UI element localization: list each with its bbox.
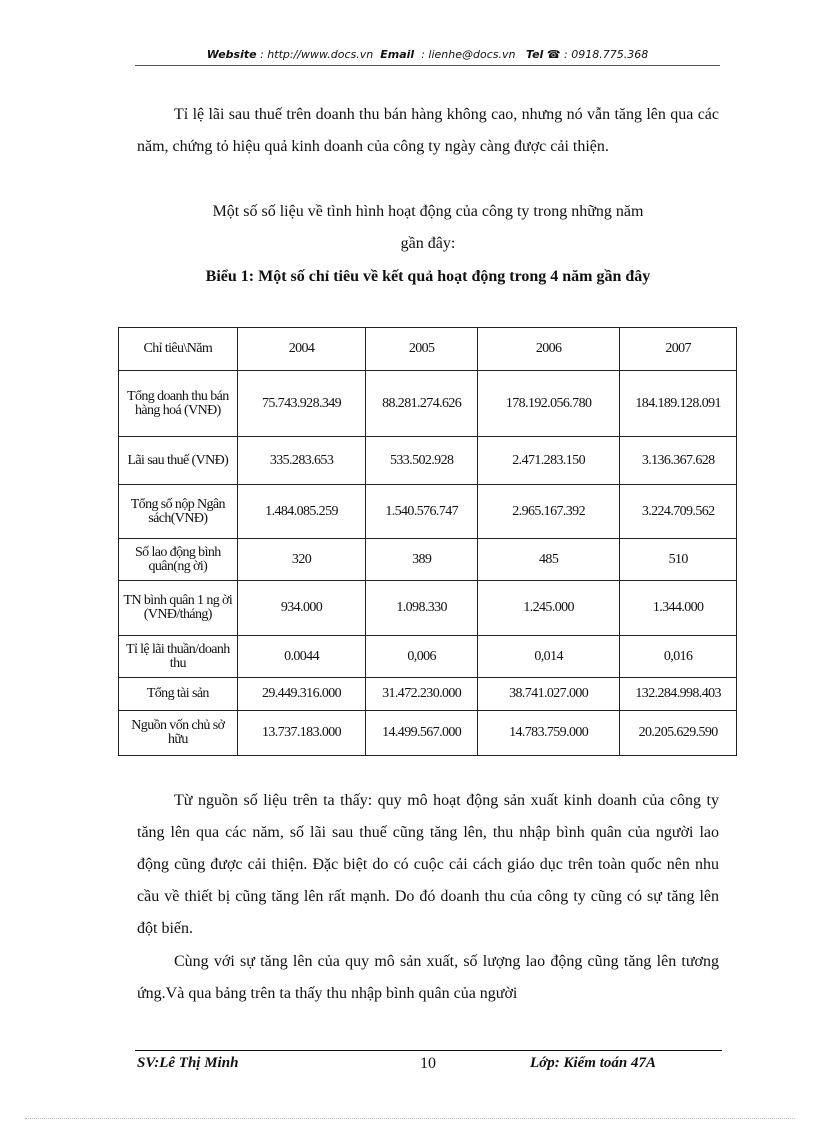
tel-label: Tel — [525, 48, 544, 61]
table-cell: 3.136.367.628 — [620, 437, 737, 485]
paragraph-1: Tỉ lệ lãi sau thuế trên doanh thu bán hàng không cao, nhưng nó vẫn tăng lên qua các năm, chứng tỏ hiệu quả kinh doanh của công ty ngày càng được cải thiện. — [137, 106, 719, 155]
table-cell: 533.502.928 — [366, 437, 478, 485]
table-row — [119, 711, 737, 756]
row-label: Số lao động bình quân(ng ời) — [119, 539, 238, 581]
intro-line-1: Một số số liệu về tình hình hoạt động của công ty trong những năm — [212, 203, 644, 220]
table-cell: 88.281.274.626 — [366, 371, 478, 437]
table-header-row — [119, 328, 737, 371]
table-row — [119, 581, 737, 636]
table-cell: 75.743.928.349 — [237, 371, 366, 437]
table-cell: 20.205.629.590 — [620, 711, 737, 756]
table-cell: 13.737.183.000 — [237, 711, 366, 756]
table-cell: 178.192.056.780 — [477, 371, 619, 437]
table-cell: 2.471.283.150 — [477, 437, 619, 485]
table-cell: 29.449.316.000 — [237, 678, 366, 711]
table-row — [119, 636, 737, 678]
table-cell: 1.098.330 — [366, 581, 478, 636]
header-cell: 2007 — [620, 328, 737, 371]
row-label: Tổng tài sản — [119, 678, 238, 711]
table-title: Biểu 1: Một số chỉ tiêu về kết quả hoạt động trong 4 năm gần đây — [205, 268, 651, 285]
header-cell: 2004 — [237, 328, 366, 371]
table-cell: 0,006 — [366, 636, 478, 678]
table-cell: 1.344.000 — [620, 581, 737, 636]
table-cell: 0,016 — [620, 636, 737, 678]
row-label: TN bình quân 1 ng ời (VNĐ/tháng) — [119, 581, 238, 636]
table-row — [119, 437, 737, 485]
table-row — [119, 371, 737, 437]
table-cell: 38.741.027.000 — [477, 678, 619, 711]
table-cell: 0,014 — [477, 636, 619, 678]
page-header — [135, 48, 720, 66]
row-label: Tổng số nộp Ngân sách(VNĐ) — [119, 485, 238, 539]
row-label: Nguồn vốn chủ sở hữu — [119, 711, 238, 756]
table-cell: 14.783.759.000 — [477, 711, 619, 756]
footer-rule — [135, 1050, 722, 1051]
row-label: Tỉ lệ lãi thuần/doanh thu — [119, 636, 238, 678]
table-cell: 934.000 — [237, 581, 366, 636]
table-cell: 0.0044 — [237, 636, 366, 678]
table-cell: 485 — [477, 539, 619, 581]
table-cell: 389 — [366, 539, 478, 581]
row-label: Lãi sau thuế (VNĐ) — [119, 437, 238, 485]
header-cell: Chỉ tiêu\Năm — [119, 328, 238, 371]
page-number: 10 — [420, 1055, 436, 1072]
table-cell: 132.284.998.403 — [620, 678, 737, 711]
indicators-table — [118, 327, 737, 756]
class-name: Lớp: Kiểm toán 47A — [530, 1055, 656, 1071]
table-cell: 1.245.000 — [477, 581, 619, 636]
website-value[interactable]: : http://www.docs.vn — [260, 48, 374, 61]
table-cell: 1.484.085.259 — [237, 485, 366, 539]
paragraph-3: Cùng với sự tăng lên của quy mô sản xuất, số lượng lao động cũng tăng lên tương ứng.Và qua bảng trên ta thấy thu nhập bình quân của người — [137, 953, 719, 1002]
table-row — [119, 539, 737, 581]
table-cell: 14.499.567.000 — [366, 711, 478, 756]
email-value[interactable]: : lienhe@docs.vn — [421, 48, 516, 61]
intro-line-2: gần đây: — [400, 235, 456, 252]
table-cell: 510 — [620, 539, 737, 581]
tel-value: : 0918.775.368 — [564, 48, 649, 61]
paragraph-2: Từ nguồn số liệu trên ta thấy: quy mô hoạt động sản xuất kinh doanh của công ty tăng lên qua các năm, số lãi sau thuế cũng tăng lên, thu nhập bình quân của người lao động cũng được cải thiện. Đặc biệt do có cuộc cải cách giáo dục trên toàn quốc nên nhu cầu về thiết bị cũng tăng lên rất mạnh. Do đó doanh thu của công ty cũng có sự tăng lên đột biến. — [137, 792, 719, 937]
phone-icon: ☎ — [546, 48, 561, 61]
table-row — [119, 678, 737, 711]
page-bottom-border — [25, 1118, 795, 1119]
table-row — [119, 485, 737, 539]
table-cell: 1.540.576.747 — [366, 485, 478, 539]
website-label: Website — [206, 48, 257, 61]
table-cell: 31.472.230.000 — [366, 678, 478, 711]
header-cell: 2006 — [477, 328, 619, 371]
table-cell: 184.189.128.091 — [620, 371, 737, 437]
table-cell: 3.224.709.562 — [620, 485, 737, 539]
table-cell: 335.283.653 — [237, 437, 366, 485]
header-cell: 2005 — [366, 328, 478, 371]
student-name: SV:Lê Thị Minh — [137, 1055, 239, 1071]
row-label: Tổng doanh thu bán hàng hoá (VNĐ) — [119, 371, 238, 437]
email-label: Email — [380, 48, 415, 61]
table-cell: 2.965.167.392 — [477, 485, 619, 539]
table-cell: 320 — [237, 539, 366, 581]
